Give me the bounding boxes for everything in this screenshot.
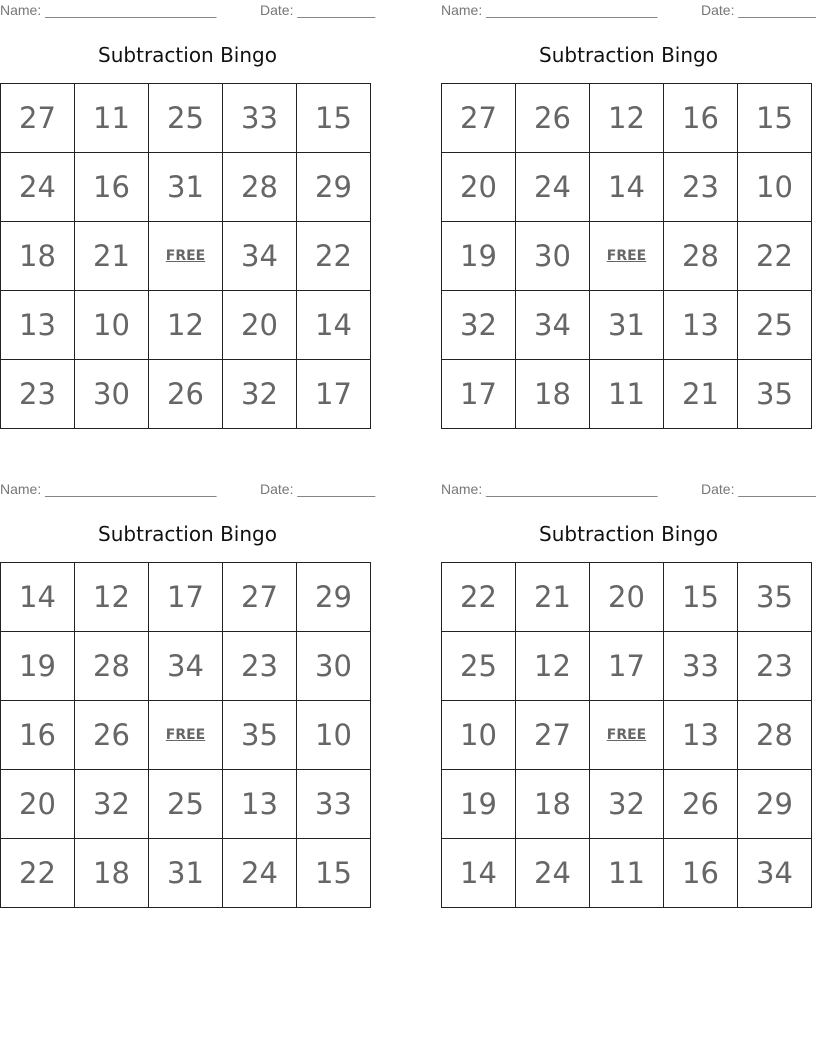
- name-field-label: Name: ______________________: [0, 481, 217, 497]
- bingo-card: [441, 479, 816, 912]
- bingo-cell: 29: [297, 153, 371, 222]
- bingo-row: [442, 291, 812, 360]
- bingo-cell: 25: [149, 84, 223, 153]
- bingo-row: [1, 632, 371, 701]
- bingo-cell: 34: [738, 839, 812, 908]
- bingo-cell: 13: [1, 291, 75, 360]
- bingo-cell: 15: [297, 84, 371, 153]
- bingo-cell: 29: [297, 563, 371, 632]
- free-space-cell: FREE: [149, 222, 223, 291]
- bingo-cell: 15: [738, 84, 812, 153]
- bingo-cell: 22: [442, 563, 516, 632]
- bingo-row: [442, 153, 812, 222]
- bingo-cell: 26: [149, 360, 223, 429]
- bingo-cell: 32: [590, 770, 664, 839]
- bingo-cell: 10: [75, 291, 149, 360]
- bingo-cell: 18: [516, 770, 590, 839]
- bingo-cell: 23: [738, 632, 812, 701]
- bingo-cell: 17: [442, 360, 516, 429]
- bingo-cell: 33: [223, 84, 297, 153]
- bingo-cell: 21: [664, 360, 738, 429]
- card-title: Subtraction Bingo: [98, 522, 277, 546]
- bingo-cell: 12: [590, 84, 664, 153]
- bingo-grid: [0, 83, 371, 429]
- bingo-cell: 11: [590, 839, 664, 908]
- bingo-row: [442, 701, 812, 770]
- bingo-cell: 30: [297, 632, 371, 701]
- bingo-cell: 27: [1, 84, 75, 153]
- bingo-cell: 14: [297, 291, 371, 360]
- bingo-row: [1, 563, 371, 632]
- bingo-cell: 22: [738, 222, 812, 291]
- bingo-cell: 26: [664, 770, 738, 839]
- bingo-cell: 30: [516, 222, 590, 291]
- bingo-cell: 28: [738, 701, 812, 770]
- bingo-cell: 10: [442, 701, 516, 770]
- bingo-cell: 24: [516, 153, 590, 222]
- card-header: [0, 2, 375, 20]
- bingo-cell: 18: [75, 839, 149, 908]
- bingo-row: [1, 291, 371, 360]
- bingo-cell: 32: [75, 770, 149, 839]
- bingo-cell: 31: [149, 153, 223, 222]
- bingo-cell: 32: [223, 360, 297, 429]
- bingo-cell: 33: [297, 770, 371, 839]
- free-space-cell: FREE: [149, 701, 223, 770]
- bingo-cell: 17: [149, 563, 223, 632]
- bingo-cell: 27: [442, 84, 516, 153]
- bingo-cell: 34: [516, 291, 590, 360]
- bingo-cell: 15: [664, 563, 738, 632]
- bingo-row: [1, 360, 371, 429]
- bingo-cell: 14: [590, 153, 664, 222]
- card-header: [0, 481, 375, 499]
- bingo-cell: 28: [223, 153, 297, 222]
- bingo-cell: 32: [442, 291, 516, 360]
- bingo-grid: [441, 562, 812, 908]
- bingo-cell: 23: [223, 632, 297, 701]
- bingo-cell: 26: [75, 701, 149, 770]
- bingo-cell: 24: [516, 839, 590, 908]
- bingo-row: [442, 360, 812, 429]
- bingo-cell: 19: [442, 770, 516, 839]
- card-header: [441, 2, 816, 20]
- bingo-cell: 20: [442, 153, 516, 222]
- bingo-cell: 16: [664, 84, 738, 153]
- bingo-cell: 19: [1, 632, 75, 701]
- bingo-row: [1, 84, 371, 153]
- free-space-cell: FREE: [590, 701, 664, 770]
- bingo-grid: [441, 83, 812, 429]
- bingo-cell: 10: [297, 701, 371, 770]
- bingo-cell: 31: [149, 839, 223, 908]
- bingo-cell: 26: [516, 84, 590, 153]
- name-field-label: Name: ______________________: [441, 481, 658, 497]
- bingo-cell: 12: [75, 563, 149, 632]
- bingo-cell: 17: [590, 632, 664, 701]
- bingo-row: [1, 770, 371, 839]
- bingo-cell: 13: [664, 701, 738, 770]
- bingo-cell: 29: [738, 770, 812, 839]
- bingo-cell: 24: [1, 153, 75, 222]
- bingo-cell: 13: [223, 770, 297, 839]
- card-header: [441, 481, 816, 499]
- bingo-cell: 18: [1, 222, 75, 291]
- date-field-label: Date: __________: [260, 481, 376, 497]
- date-field-label: Date: __________: [701, 2, 816, 18]
- bingo-cell: 30: [75, 360, 149, 429]
- bingo-cell: 25: [738, 291, 812, 360]
- bingo-cell: 16: [664, 839, 738, 908]
- bingo-cell: 21: [75, 222, 149, 291]
- bingo-cell: 24: [223, 839, 297, 908]
- bingo-cell: 19: [442, 222, 516, 291]
- bingo-cell: 13: [664, 291, 738, 360]
- bingo-row: [1, 839, 371, 908]
- bingo-cell: 20: [1, 770, 75, 839]
- bingo-cell: 31: [590, 291, 664, 360]
- bingo-cell: 11: [75, 84, 149, 153]
- bingo-cell: 12: [516, 632, 590, 701]
- bingo-cell: 23: [1, 360, 75, 429]
- bingo-cell: 25: [442, 632, 516, 701]
- bingo-row: [442, 632, 812, 701]
- bingo-cell: 35: [223, 701, 297, 770]
- bingo-cell: 11: [590, 360, 664, 429]
- bingo-cell: 15: [297, 839, 371, 908]
- bingo-cell: 28: [75, 632, 149, 701]
- bingo-cell: 20: [590, 563, 664, 632]
- bingo-cell: 23: [664, 153, 738, 222]
- bingo-row: [1, 153, 371, 222]
- bingo-cell: 14: [1, 563, 75, 632]
- bingo-cell: 10: [738, 153, 812, 222]
- date-field-label: Date: __________: [701, 481, 816, 497]
- bingo-row: [1, 701, 371, 770]
- bingo-cell: 16: [1, 701, 75, 770]
- bingo-row: [442, 770, 812, 839]
- bingo-row: [1, 222, 371, 291]
- bingo-cell: 12: [149, 291, 223, 360]
- bingo-row: [442, 222, 812, 291]
- bingo-cell: 20: [223, 291, 297, 360]
- bingo-row: [442, 563, 812, 632]
- card-title: Subtraction Bingo: [539, 43, 718, 67]
- bingo-cell: 18: [516, 360, 590, 429]
- bingo-cell: 25: [149, 770, 223, 839]
- bingo-card: [0, 0, 375, 433]
- bingo-cell: 28: [664, 222, 738, 291]
- bingo-cell: 21: [516, 563, 590, 632]
- bingo-cell: 14: [442, 839, 516, 908]
- bingo-cell: 27: [223, 563, 297, 632]
- bingo-cell: 22: [1, 839, 75, 908]
- bingo-row: [442, 839, 812, 908]
- bingo-cell: 35: [738, 360, 812, 429]
- card-title: Subtraction Bingo: [539, 522, 718, 546]
- name-field-label: Name: ______________________: [441, 2, 658, 18]
- bingo-cell: 27: [516, 701, 590, 770]
- bingo-cell: 35: [738, 563, 812, 632]
- name-field-label: Name: ______________________: [0, 2, 217, 18]
- card-title: Subtraction Bingo: [98, 43, 277, 67]
- date-field-label: Date: __________: [260, 2, 376, 18]
- bingo-cell: 34: [223, 222, 297, 291]
- free-space-cell: FREE: [590, 222, 664, 291]
- bingo-card: [441, 0, 816, 433]
- bingo-cell: 22: [297, 222, 371, 291]
- bingo-card: [0, 479, 375, 912]
- bingo-cell: 16: [75, 153, 149, 222]
- bingo-cell: 34: [149, 632, 223, 701]
- bingo-grid: [0, 562, 371, 908]
- bingo-cell: 17: [297, 360, 371, 429]
- bingo-cell: 33: [664, 632, 738, 701]
- bingo-row: [442, 84, 812, 153]
